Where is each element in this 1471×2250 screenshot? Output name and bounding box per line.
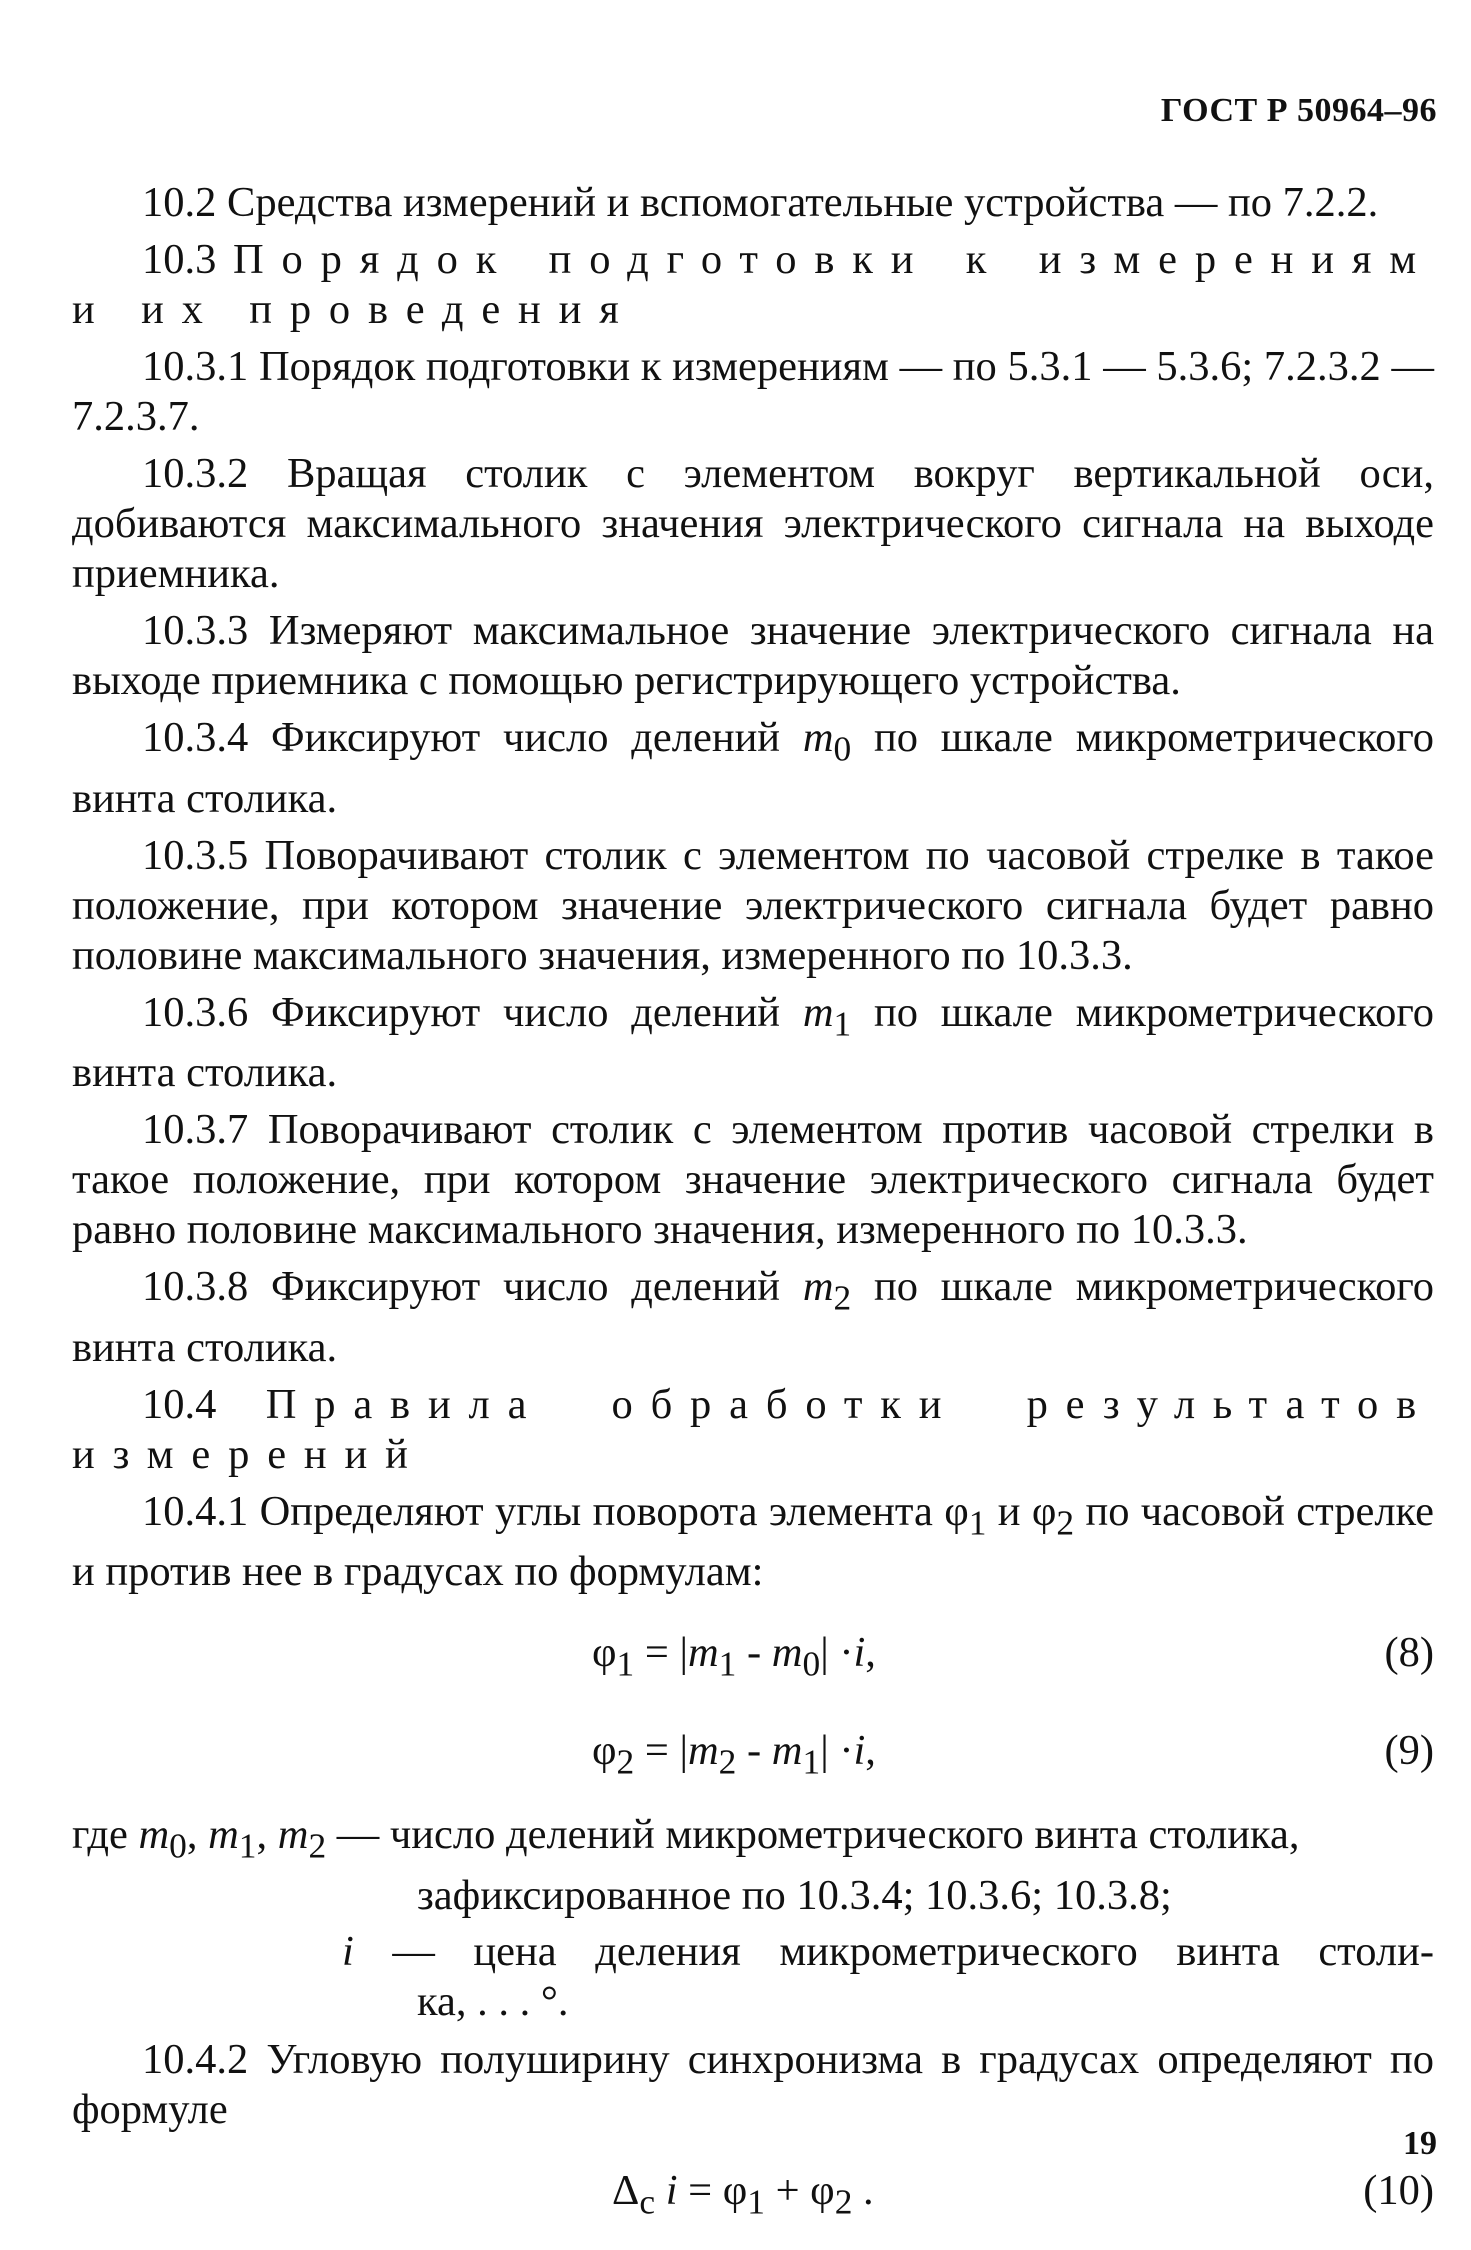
formula-8: [72, 1604, 1434, 1702]
definition-i: [342, 1927, 1434, 1977]
operator: -: [736, 1727, 771, 1774]
paragraph-10-3-3: 10.3.3 Измеряют максимальное значение электрического сигнала на выходе приемника с помощью регистрирующего устройства.: [72, 606, 1434, 706]
text: 10.4.1 Определяют углы поворота элемента: [142, 1488, 944, 1535]
text: по шкале микрометрического винта столика.: [72, 714, 1434, 822]
operator: =: [678, 2167, 723, 2214]
variable-phi: φ: [723, 2167, 748, 2214]
subscript: 1: [802, 1742, 820, 1782]
formula-expression: [592, 1604, 876, 1713]
subscript: 2: [835, 2181, 853, 2221]
operator: | ·: [820, 1727, 853, 1774]
subscript: c: [639, 2181, 655, 2221]
section-number: 10.4: [142, 1381, 216, 1428]
separator: [655, 2167, 666, 2214]
subscript: 1: [834, 1003, 852, 1043]
punctuation: ,: [865, 1727, 876, 1774]
subscript: 2: [617, 1742, 635, 1782]
paragraph-10-2: 10.2 Средства измерений и вспомогательные устройства — по 7.2.2.: [72, 178, 1434, 228]
subscript: 1: [719, 1644, 737, 1684]
paragraph-10-3-7: 10.3.7 Поворачивают столик с элементом против часовой стрелки в такое положение, при котором значение электрического сигнала будет равно половине максимального значения, измеренного по 10.3.3.: [72, 1105, 1434, 1255]
section-title: Порядок подготовки к измерениям и их проведения: [72, 236, 1434, 333]
variable-phi: φ: [944, 1488, 969, 1535]
formula-number: (8): [1384, 1604, 1434, 1702]
operator: = |: [634, 1727, 688, 1774]
punctuation: ,: [865, 1629, 876, 1676]
page-number: 19: [1403, 2125, 1437, 2163]
subscript: 1: [239, 1826, 257, 1866]
paragraph-10-3-5: 10.3.5 Поворачивают столик с элементом по часовой стрелке в такое положение, при котором значение электрического сигнала будет равно половине максимального значения, измеренного по 10.3.3.: [72, 831, 1434, 981]
document-code-header: ГОСТ Р 50964–96: [1161, 92, 1437, 130]
operator: +: [765, 2167, 810, 2214]
variable-m: m: [688, 1629, 719, 1676]
variable-definitions: [72, 1810, 1434, 2027]
text: — число делений микрометрического винта столика,: [326, 1811, 1299, 1858]
paragraph-10-4-2: 10.4.2 Угловую полуширину синхронизма в градусах определяют по формуле: [72, 2035, 1434, 2135]
subscript: 1: [969, 1502, 987, 1542]
formula-expression: [592, 1702, 876, 1811]
formula-10: [72, 2142, 1434, 2240]
subscript: 0: [169, 1826, 187, 1866]
subscript: 2: [834, 1278, 852, 1318]
variable-m: m: [803, 989, 834, 1036]
subscript: 2: [719, 1742, 737, 1782]
variable-delta: Δ: [612, 2167, 639, 2214]
page-body: [72, 178, 1434, 2240]
text: по шкале микрометрического винта столика.: [72, 1263, 1434, 1371]
section-heading-10-4: [72, 1380, 1434, 1480]
definition-i-continued: ка, . . . °.: [417, 1977, 1434, 2027]
variable-i: i: [853, 1727, 865, 1774]
variable-m: m: [278, 1811, 309, 1858]
operator: | ·: [820, 1629, 853, 1676]
variable-m: m: [138, 1811, 169, 1858]
punctuation: .: [852, 2167, 873, 2214]
subscript: 1: [747, 2181, 765, 2221]
variable-phi: φ: [592, 1727, 617, 1774]
variable-m: m: [208, 1811, 239, 1858]
paragraph-10-3-1: 10.3.1 Порядок подготовки к измерениям — по 5.3.1 — 5.3.6; 7.2.3.2 — 7.2.3.7.: [72, 342, 1434, 442]
formula-9: [72, 1702, 1434, 1800]
paragraph-10-3-8: [72, 1262, 1434, 1373]
definition-m: [72, 1810, 1434, 1871]
paragraph-10-4-1: [72, 1487, 1434, 1598]
text: по часовой стрелке и против нее в градусах по формулам:: [72, 1488, 1434, 1596]
subscript: 2: [1056, 1502, 1074, 1542]
variable-m: m: [803, 1263, 834, 1310]
separator: ,: [187, 1811, 208, 1858]
variable-i: i: [666, 2167, 678, 2214]
variable-m: m: [803, 714, 834, 761]
section-number: 10.3: [142, 236, 216, 283]
variable-m: m: [772, 1629, 803, 1676]
text: — цена деления микрометрического винта столи-: [354, 1928, 1434, 1975]
variable-m: m: [772, 1727, 803, 1774]
subscript: 0: [834, 729, 852, 769]
where-word: где: [72, 1811, 138, 1858]
operator: -: [736, 1629, 771, 1676]
section-title: Правила обработки результатов измерений: [72, 1381, 1434, 1478]
variable-phi: φ: [1032, 1488, 1057, 1535]
section-heading-10-3: [72, 235, 1434, 335]
subscript: 1: [617, 1644, 635, 1684]
text: 10.3.8 Фиксируют число делений: [142, 1263, 803, 1310]
subscript: 0: [802, 1644, 820, 1684]
operator: = |: [634, 1629, 688, 1676]
formula-expression: [612, 2142, 874, 2250]
variable-i: i: [342, 1928, 354, 1975]
text: 10.3.4 Фиксируют число делений: [142, 714, 803, 761]
formula-number: (9): [1384, 1702, 1434, 1800]
text: 10.3.6 Фиксируют число делений: [142, 989, 803, 1036]
definition-m-continued: зафиксированное по 10.3.4; 10.3.6; 10.3.8;: [417, 1871, 1434, 1921]
variable-m: m: [688, 1727, 719, 1774]
subscript: 2: [308, 1826, 326, 1866]
text: по шкале микрометрического винта столика.: [72, 989, 1434, 1097]
separator: ,: [257, 1811, 278, 1858]
formula-number: (10): [1363, 2142, 1434, 2240]
text: и: [986, 1488, 1031, 1535]
paragraph-10-3-6: [72, 988, 1434, 1099]
variable-i: i: [853, 1629, 865, 1676]
variable-phi: φ: [592, 1629, 617, 1676]
paragraph-10-3-4: [72, 713, 1434, 824]
paragraph-10-3-2: 10.3.2 Вращая столик с элементом вокруг вертикальной оси, добиваются максимального значения электрического сигнала на выходе приемника.: [72, 449, 1434, 599]
variable-phi: φ: [810, 2167, 835, 2214]
